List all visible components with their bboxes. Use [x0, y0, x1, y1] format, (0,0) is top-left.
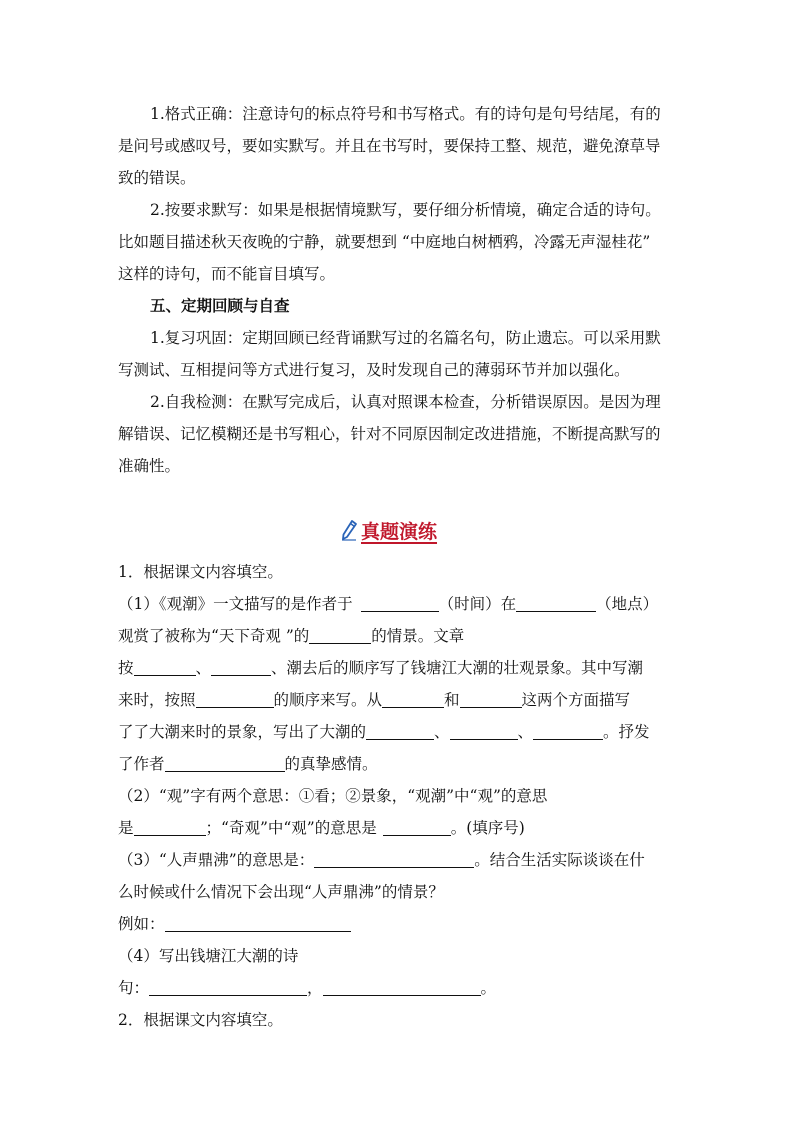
q1-s1-text-h: 、潮去后的顺序写了钱塘江大潮的壮观景象。其中写潮: [271, 659, 644, 677]
q1-s2-text-c: ；“奇观”中“观”的意思是: [205, 819, 377, 837]
blank-order-1[interactable]: [134, 661, 196, 676]
q1-s1-text-m: 了了大潮来时的景象，写出了大潮的: [118, 723, 367, 741]
q1-s1-text-j: 的顺序来写。从: [273, 691, 383, 709]
q1-s4-text-b: 句：: [118, 979, 150, 997]
q1-s1-line3: [118, 658, 643, 678]
q1-s1-text-e: 的情景。文章: [371, 627, 465, 645]
q1-s1-text-i: 来时，按照: [118, 691, 196, 709]
blank-feeling[interactable]: [165, 757, 285, 772]
q1-s1-line5: [118, 722, 650, 742]
q1-s1-text-q: 了作者: [118, 755, 165, 773]
q1-s4-text-d: 。: [480, 979, 497, 997]
tip-p3-line2: 写测试、互相提问等方式进行复习，及时发现自己的薄弱环节并加以强化。: [118, 361, 630, 379]
blank-trait-3[interactable]: [533, 725, 603, 740]
blank-poem-1[interactable]: [149, 981, 307, 996]
q1-s3-line1: [118, 850, 645, 870]
q1-s3-text-b: 。结合生活实际谈谈在什: [474, 851, 645, 869]
blank-trait-2[interactable]: [450, 725, 518, 740]
blank-meaning[interactable]: [314, 853, 474, 868]
pencil-icon: [340, 519, 358, 541]
tip-p4-line3: 准确性。: [118, 457, 181, 475]
q1-s1-line1: [118, 594, 658, 614]
tip-p1-line3: 致的错误。: [118, 169, 196, 187]
practice-title: [340, 516, 437, 544]
q1-s1-text-l: 这两个方面描写: [521, 691, 631, 709]
q1-s3-text-a: （3）“人声鼎沸”的意思是：: [118, 851, 315, 869]
q1-s1-text-r: 的真挚感情。: [284, 755, 378, 773]
q1-s1-text-f: 按: [118, 659, 134, 677]
q1-heading: 1．根据课文内容填空。: [118, 563, 283, 581]
blank-aspect-2[interactable]: [460, 693, 522, 708]
q1-s1-line6: [118, 754, 378, 774]
tip-p4-line1: 2.自我检测：在默写完成后，认真对照课本检查，分析错误原因。是因为理: [150, 393, 661, 411]
q1-s1-text-n: 、: [434, 723, 450, 741]
q1-s1-line4: [118, 690, 630, 710]
q1-s4-text-c: ，: [307, 979, 323, 997]
q2-heading: 2．根据课文内容填空。: [118, 1011, 283, 1029]
blank-order-2[interactable]: [211, 661, 271, 676]
q1-s2-line1: （2）“观”字有两个意思：①看；②景象，“观潮”中“观”的意思: [118, 787, 548, 805]
blank-guanchao[interactable]: [134, 821, 206, 836]
blank-poem-2[interactable]: [323, 981, 481, 996]
q1-s2-text-d: 。(填序号): [450, 819, 525, 837]
section5-heading: 五、定期回顾与自查: [150, 296, 290, 315]
blank-scene[interactable]: [309, 629, 371, 644]
blank-sequence[interactable]: [196, 693, 274, 708]
blank-time[interactable]: [361, 597, 439, 612]
q1-s1-line2: [118, 626, 464, 646]
q1-s1-text-o: 、: [517, 723, 534, 741]
tip-p4-line2: 解错误、记忆模糊还是书写粗心，针对不同原因制定改进措施，不断提高默写的: [118, 425, 661, 443]
q1-s1-text-k: 和: [444, 691, 460, 709]
tip-p2-line2: 比如题目描述秋天夜晚的宁静，就要想到 “中庭地白树栖鸦，冷露无声湿桂花”: [118, 233, 651, 251]
blank-example[interactable]: [165, 917, 351, 932]
tip-p2-line3: 这样的诗句，而不能盲目填写。: [118, 265, 336, 283]
q1-s1-text-g: 、: [195, 659, 212, 677]
q1-s2-text-b: 是: [118, 819, 134, 837]
q1-s1-text-c: （地点）: [596, 595, 659, 613]
blank-trait-1[interactable]: [366, 725, 434, 740]
q1-s1-text-b: （时间）在: [438, 595, 517, 613]
q1-s3-text-d: 例如：: [118, 915, 165, 933]
q1-s4-line2: [118, 978, 496, 998]
blank-qiguan[interactable]: [383, 821, 451, 836]
blank-place[interactable]: [516, 597, 596, 612]
q1-s2-line2: [118, 818, 525, 838]
q1-s1-text-p: 。抒发: [603, 723, 650, 741]
q1-s3-line3: [118, 914, 351, 934]
q1-s1-text-a: （1）《观潮》一文描写的是作者于: [118, 595, 353, 613]
blank-aspect-1[interactable]: [382, 693, 444, 708]
tip-p2-line1: 2.按要求默写：如果是根据情境默写，要仔细分析情境，确定合适的诗句。: [150, 201, 661, 219]
tip-p1-line2: 是问号或感叹号，要如实默写。并且在书写时，要保持工整、规范，避免潦草导: [118, 137, 661, 155]
tip-p1-line1: 1.格式正确：注意诗句的标点符号和书写格式。有的诗句是句号结尾，有的: [150, 105, 661, 123]
q1-s3-line2: 么时候或什么情况下会出现“人声鼎沸”的情景？: [118, 883, 444, 901]
q1-s1-text-d: 观赏了被称为“天下奇观 ”的: [118, 627, 310, 645]
tip-p3-line1: 1.复习巩固：定期回顾已经背诵默写过的名篇名句，防止遗忘。可以采用默: [150, 329, 661, 347]
practice-title-text: 真题演练: [361, 520, 438, 543]
q1-s4-line1: （4）写出钱塘江大潮的诗: [118, 947, 299, 965]
